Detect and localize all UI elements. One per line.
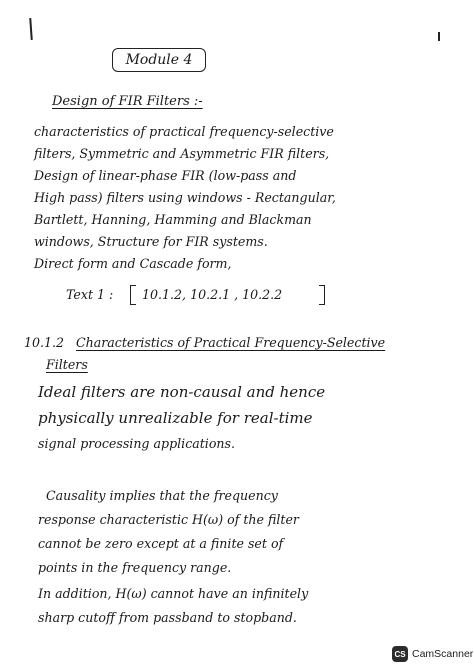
ideal-filters-line: physically unrealizable for real-time — [38, 409, 313, 427]
module-heading: Module 4 — [112, 48, 206, 72]
paragraph-line: windows, Structure for FIR systems. — [34, 234, 268, 249]
camscanner-watermark — [392, 644, 473, 664]
bracket-left — [130, 285, 136, 305]
margin-mark — [438, 32, 440, 41]
paragraph-line: filters, Symmetric and Asymmetric FIR filters, — [34, 146, 330, 161]
section-title-line: Filters — [46, 357, 88, 372]
text-ref-label: Text 1 : — [66, 287, 114, 302]
paragraph-line: Bartlett, Hanning, Hamming and Blackman — [34, 212, 312, 227]
causality-line: Causality implies that the frequency — [46, 488, 278, 503]
causality-line: cannot be zero except at a finite set of — [38, 536, 284, 551]
ideal-filters-line: Ideal filters are non-causal and hence — [38, 383, 326, 401]
causality-line: points in the frequency range. — [38, 560, 232, 575]
paragraph-line: High pass) filters using windows - Rectangular, — [34, 190, 336, 205]
addition-line: sharp cutoff from passband to stopband. — [38, 610, 297, 625]
paragraph-line: Design of linear-phase FIR (low-pass and — [34, 168, 297, 183]
section-number: 10.1.2 — [24, 335, 65, 350]
bracket-right — [319, 285, 325, 305]
paragraph-line: characteristics of practical frequency-selective — [34, 124, 334, 139]
paragraph-line: Direct form and Cascade form, — [34, 256, 232, 271]
causality-line: response characteristic H(ω) of the filter — [38, 512, 299, 527]
margin-mark — [29, 18, 33, 40]
text-ref-sections: 10.1.2, 10.2.1 , 10.2.2 — [142, 287, 283, 302]
ideal-filters-line: signal processing applications. — [38, 436, 235, 451]
section-title-line: Characteristics of Practical Frequency-Selective — [76, 335, 386, 350]
addition-line: In addition, H(ω) cannot have an infinitely — [38, 586, 309, 601]
camscanner-label: CamScanner — [412, 648, 474, 660]
camscanner-logo-icon: CS — [392, 646, 408, 662]
page-title: Design of FIR Filters :- — [52, 94, 203, 109]
